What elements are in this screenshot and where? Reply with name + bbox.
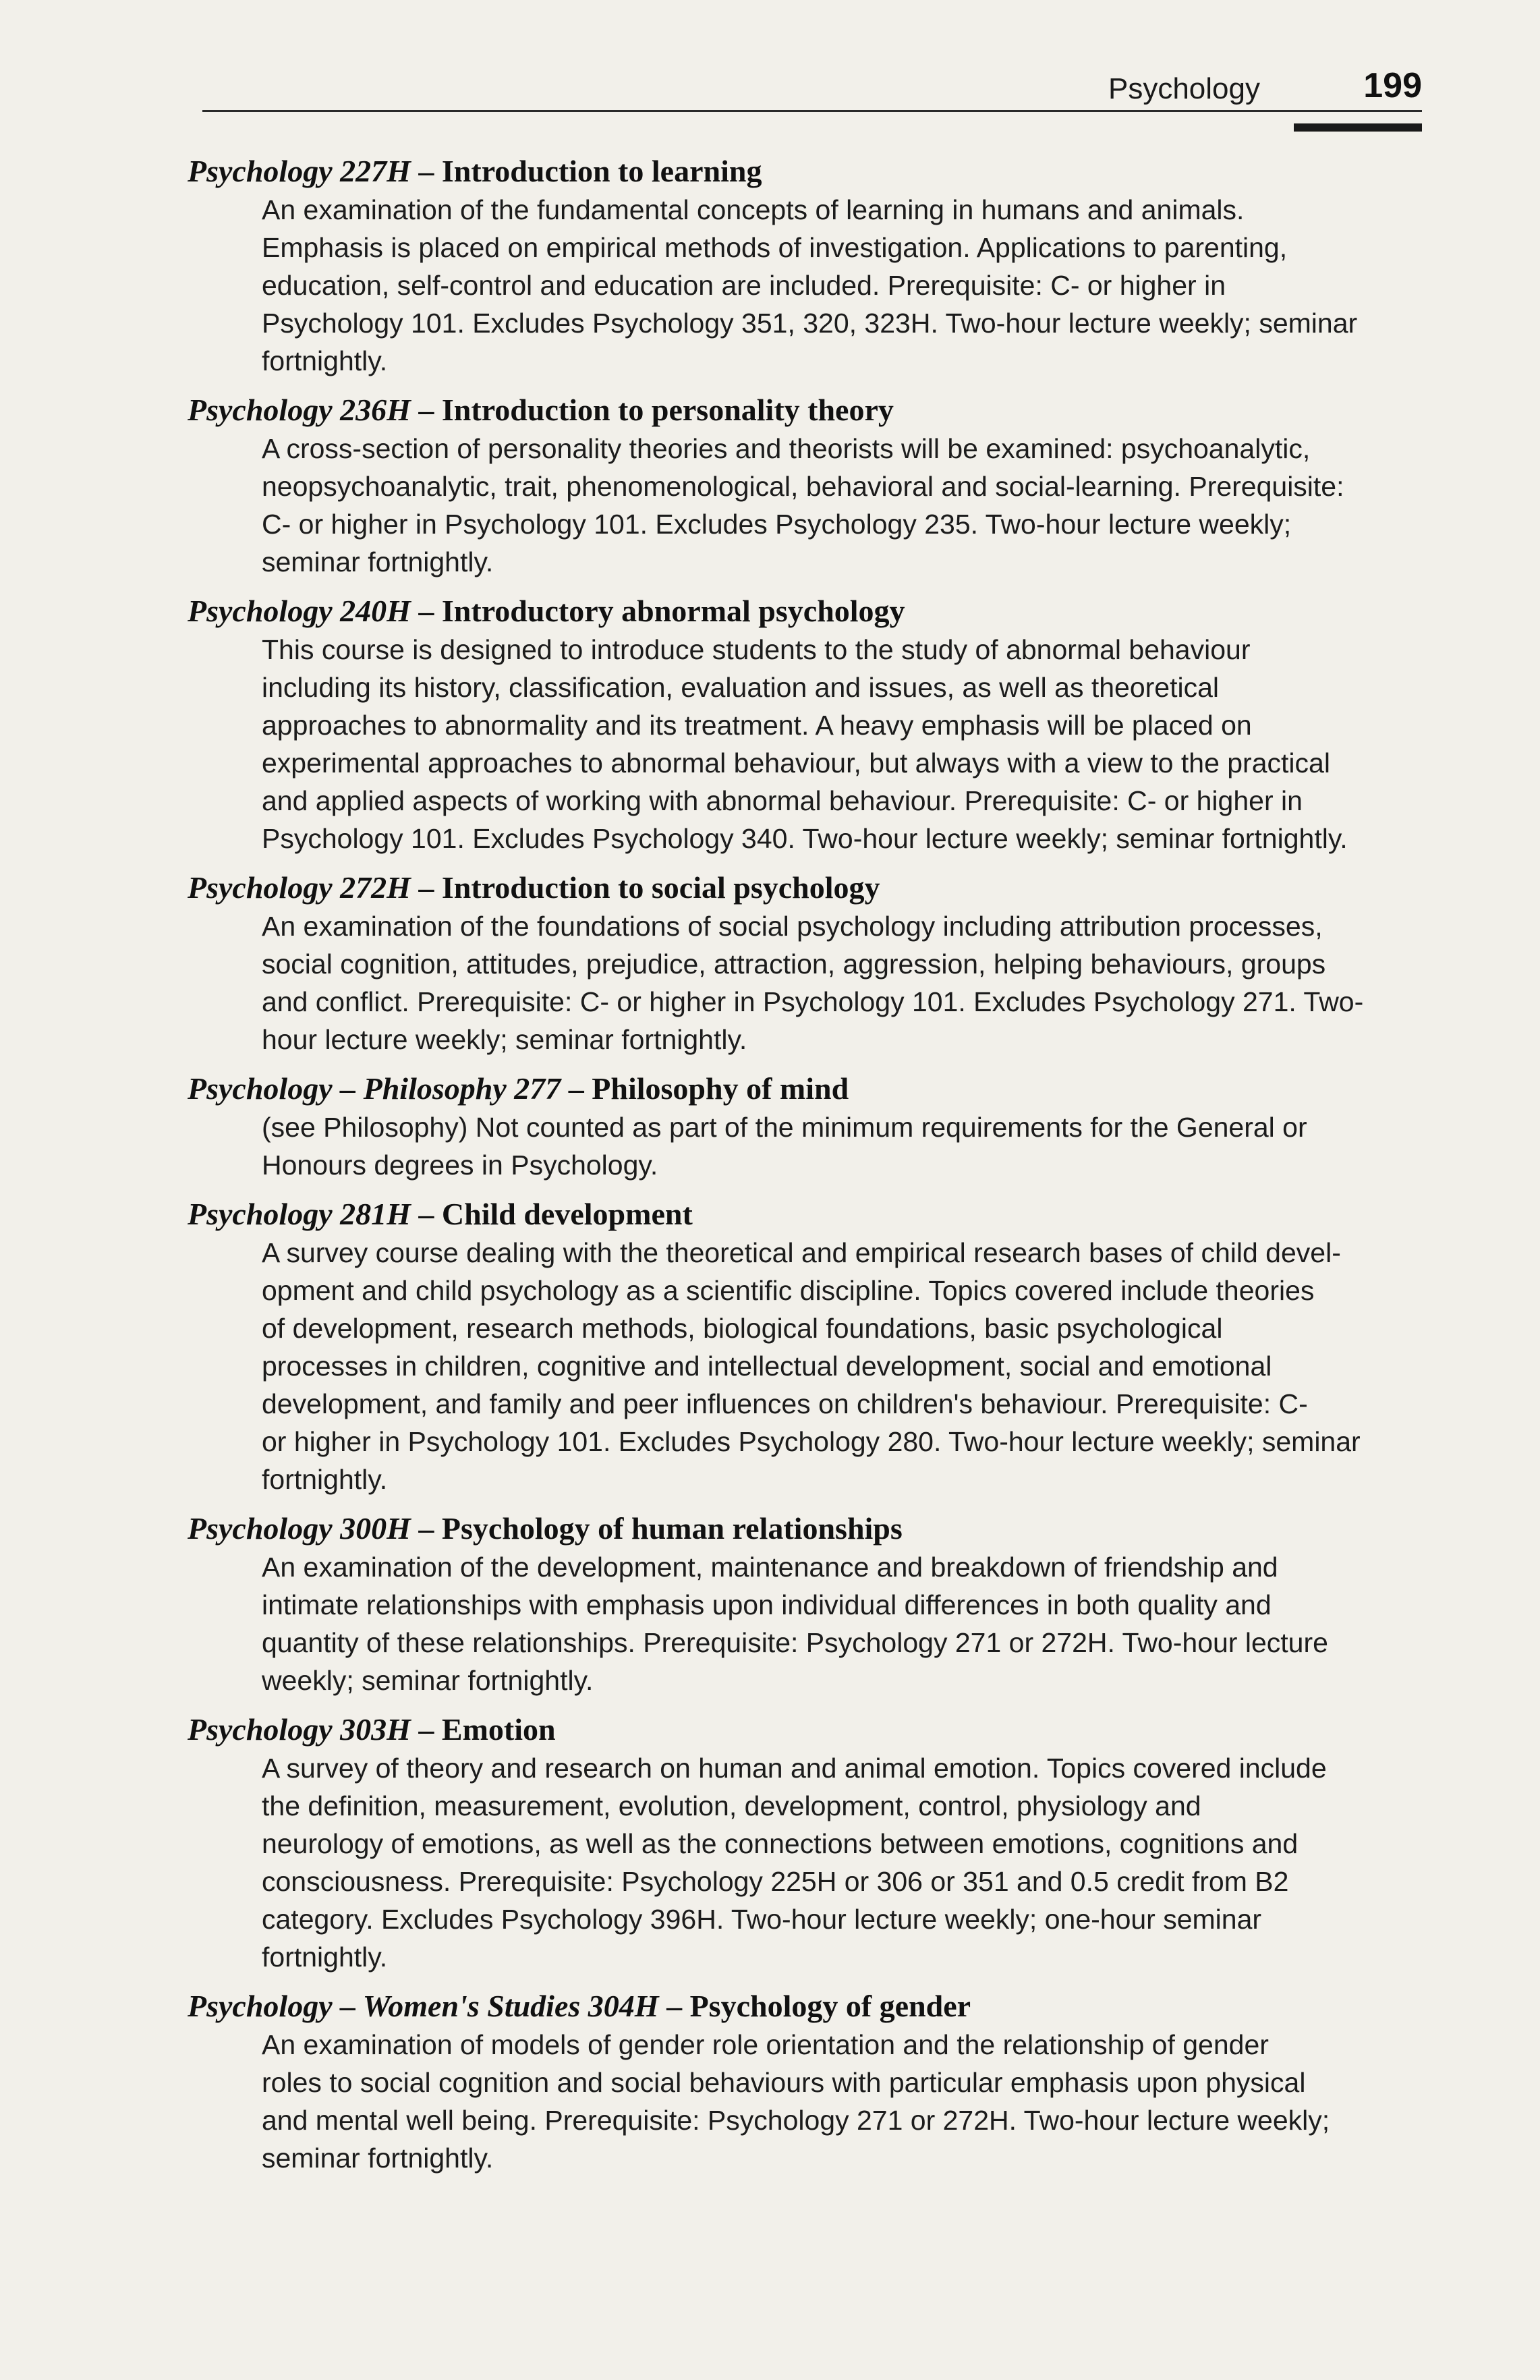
course-title	[188, 1509, 1449, 1548]
course-title	[188, 391, 1449, 430]
course-name: – Child development	[410, 1197, 693, 1231]
course-description: An examination of models of gender role orientation and the relationship of gender roles to social cognition and social behaviours with particular emphasis upon physical and mental well being. Prerequisite: Psychology 271 or 272H. Two-hour lecture weekly; seminar fortnightly.	[262, 2029, 1330, 2174]
course-name: – Psychology of gender	[658, 1989, 971, 2023]
page-number: 199	[1363, 66, 1422, 105]
course-code: Psychology 281H	[188, 1197, 411, 1231]
course-entry	[188, 868, 1449, 1058]
course-code: Psychology 300H	[188, 1511, 411, 1546]
course-description: A survey of theory and research on human and animal emotion. Topics covered include the definition, measurement, evolution, development, control, physiology and neurology of emotions, as well as the connections between emotions, cognitions and consciousness. Prerequisite: Psychology 225H or 306 or 351 and 0.5 credit from B2 category. Excludes Psychology 396H. Two-hour lecture weekly; one-hour seminar fortnightly.	[262, 1753, 1327, 1973]
course-entry	[188, 391, 1449, 581]
course-name: – Emotion	[410, 1712, 556, 1747]
course-entry	[188, 592, 1449, 857]
course-description: This course is designed to introduce students to the study of abnormal behaviour including its history, classification, evaluation and issues, as well as theoretical approaches to abnormality and its treatment. A heavy emphasis will be placed on experimental approaches to abnormal behaviour, but always with a view to the practical and applied aspects of working with abnormal behaviour. Prerequisite: C- or higher in Psychology 101. Excludes Psychology 340. Two-hour lecture weekly; seminar fortnightly.	[262, 634, 1348, 854]
course-description: A survey course dealing with the theoretical and empirical research bases of child devel- opment and child psychology as a scientific discipline. Topics covered include theories of development, research methods, biological foundations, basic psychological processes in children, cognitive and intellectual development, social and emotional development, and family and peer influences on children's behaviour. Prerequisite: C- or higher in Psychology 101. Excludes Psychology 280. Two-hour lecture weekly; seminar fortnightly.	[262, 1237, 1361, 1495]
course-entry	[188, 152, 1449, 380]
course-description: An examination of the fundamental concepts of learning in humans and animals. Emphasis is placed on empirical methods of investigation. Applications to parenting, education, self-control and education are included. Prerequisite: C- or higher in Psychology 101. Excludes Psychology 351, 320, 323H. Two-hour lecture weekly; seminar fortnightly.	[262, 194, 1358, 376]
course-entry	[188, 1987, 1449, 2177]
course-name: – Introduction to learning	[410, 154, 762, 188]
course-entry	[188, 1710, 1449, 1976]
course-title	[188, 868, 1449, 907]
course-code: Psychology – Women's Studies 304H	[188, 1989, 659, 2023]
course-name: – Introductory abnormal psychology	[410, 594, 905, 628]
page-header	[202, 64, 1422, 138]
running-head: Psychology	[1108, 72, 1260, 105]
course-code: Psychology 303H	[188, 1712, 411, 1747]
header-rule	[202, 110, 1422, 112]
course-entry	[188, 1509, 1449, 1699]
course-title	[188, 1195, 1449, 1234]
course-description: A cross-section of personality theories and theorists will be examined: psychoanalytic, neopsychoanalytic, trait, phenomenological, behavioral and social-learning. Prerequisite: C- or higher in Psychology 101. Excludes Psychology 235. Two-hour lecture weekly; seminar fortnightly.	[262, 433, 1344, 577]
course-title	[188, 1987, 1449, 2026]
header-rule-accent	[1294, 123, 1422, 132]
course-description: (see Philosophy) Not counted as part of the minimum requirements for the General or Honours degrees in Psychology.	[262, 1112, 1307, 1181]
course-code: Psychology 272H	[188, 870, 411, 905]
course-code: Psychology 240H	[188, 594, 411, 628]
course-entry	[188, 1195, 1449, 1498]
course-name: – Philosophy of mind	[561, 1071, 849, 1106]
course-description: An examination of the development, maintenance and breakdown of friendship and intimate relationships with emphasis upon individual differences in both quality and quantity of these relationships. Prerequisite: Psychology 271 or 272H. Two-hour lecture weekly; seminar fortnightly.	[262, 1552, 1328, 1696]
course-list	[188, 152, 1449, 2188]
course-entry	[188, 1069, 1449, 1184]
course-name: – Psychology of human relationships	[410, 1511, 903, 1546]
course-code: Psychology 227H	[188, 154, 411, 188]
course-title	[188, 1710, 1449, 1749]
course-code: Psychology 236H	[188, 393, 411, 427]
course-name: – Introduction to social psychology	[410, 870, 880, 905]
course-code: Psychology – Philosophy 277	[188, 1071, 561, 1106]
course-description: An examination of the foundations of social psychology including attribution processes, social cognition, attitudes, prejudice, attraction, aggression, helping behaviours, groups and conflict. Prerequisite: C- or higher in Psychology 101. Excludes Psychology 271. Two- hour lecture weekly; seminar fortnightly.	[262, 911, 1364, 1055]
course-title	[188, 1069, 1449, 1108]
course-title	[188, 152, 1449, 191]
course-name: – Introduction to personality theory	[410, 393, 894, 427]
course-title	[188, 592, 1449, 631]
